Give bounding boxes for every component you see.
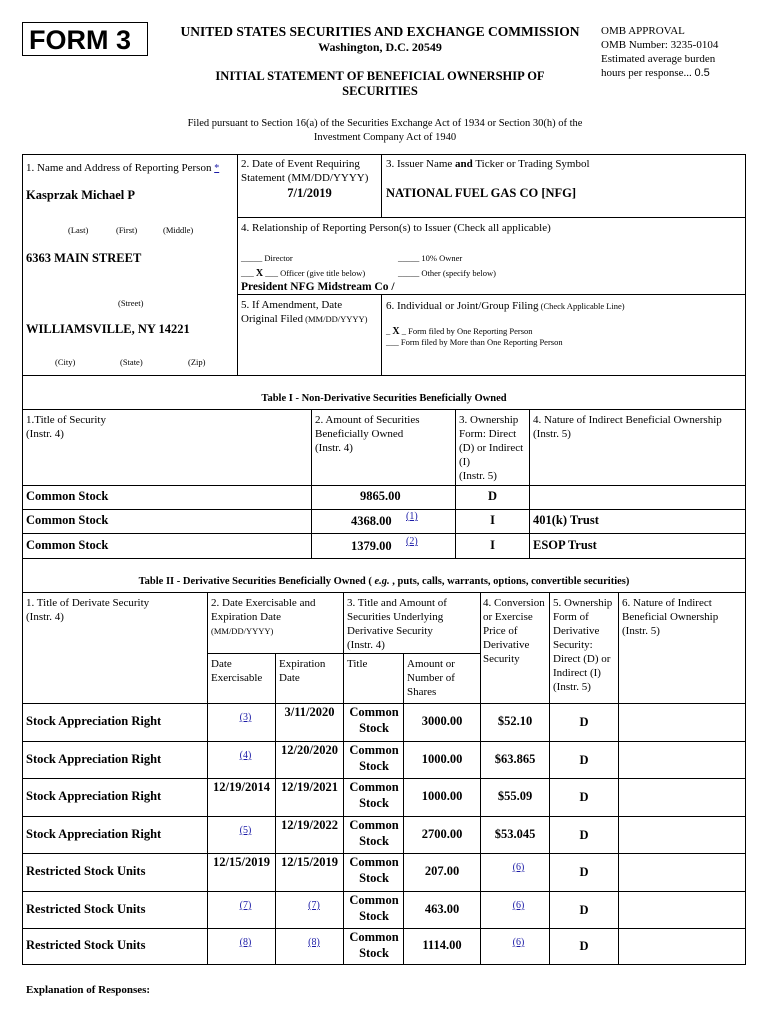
t2-row2-amount: 1000.00 <box>421 751 463 766</box>
table1-title: Table I - Non-Derivative Securities Beneficially Owned <box>261 393 507 404</box>
table2-title <box>22 576 746 587</box>
box2-label-line2: Statement (MM/DD/YYYY) <box>241 172 369 184</box>
t2-sub-amount <box>407 657 455 699</box>
t2-col6-line3: (Instr. 5) <box>622 625 660 637</box>
t2-row4-form: D <box>579 827 589 842</box>
t2-col5-header <box>553 596 612 694</box>
box3-label-pre: 3. Issuer Name <box>386 158 456 170</box>
t1-col2-line2: Beneficially Owned <box>315 428 404 440</box>
t2-sub-date-exercisable <box>211 657 262 685</box>
t2-row3-title: Stock Appreciation Right <box>26 789 162 803</box>
t2-col1-line1: 1. Title of Derivate Security <box>26 597 150 609</box>
t2-row7-underlying-line2: Stock <box>359 946 389 960</box>
t1-col3-line3: (D) or Indirect <box>459 442 524 454</box>
t2-row1-amount: 3000.00 <box>421 714 463 728</box>
box1-label-text: 1. Name and Address of Reporting Person <box>26 162 212 174</box>
t2-row6-exercisable-footnote-link[interactable]: (7) <box>239 900 252 911</box>
t2-row3-form: D <box>579 790 589 804</box>
t2-row7-exercisable-footnote-link[interactable]: (8) <box>239 937 252 948</box>
box3-label <box>386 157 590 171</box>
t1-col1-line2: (Instr. 4) <box>26 428 64 440</box>
agency-location: Washington, D.C. 20549 <box>318 40 442 54</box>
t2-row4-exercisable-footnote-link[interactable]: (5) <box>239 825 252 836</box>
filed-line1: Filed pursuant to Section 16(a) of the Securities Exchange Act of 1934 or Section 30(h) of the <box>187 118 583 129</box>
t1-col3-line4: (I) <box>459 456 470 468</box>
box3-label-and: and <box>455 158 473 170</box>
t2-sub-amount-line3: Shares <box>407 686 437 698</box>
t2-col3-line4: (Instr. 4) <box>347 639 385 651</box>
t2-col5-line4: Security: <box>553 639 593 651</box>
box2-label-line1: 2. Date of Event Requiring <box>241 158 360 170</box>
t2-row2-expiration: 12/20/2020 <box>281 743 338 757</box>
t2-row5-title: Restricted Stock Units <box>26 864 146 878</box>
t2-row6-expiration-footnote-link[interactable]: (7) <box>308 900 320 911</box>
t1-col2-line3: (Instr. 4) <box>315 442 353 454</box>
relationship-officer <box>241 268 365 279</box>
officer-title: President NFG Midstream Co / <box>241 281 395 293</box>
t1-col3-line2: Form: Direct <box>459 428 517 440</box>
opt1-check: X <box>392 326 400 337</box>
t2-row3-underlying-line2: Stock <box>359 796 389 810</box>
label-last: (Last) <box>68 225 89 235</box>
t2-row2-underlying-line1: Common <box>349 743 399 757</box>
opt1-pre: _ <box>386 326 393 336</box>
relationship-other: _____ Other (specify below) <box>398 268 496 278</box>
t2-title-eg: e.g. <box>374 576 390 587</box>
t2-col5-line6: Indirect (I) <box>553 667 601 679</box>
t2-col2-line1: 2. Date Exercisable and <box>211 597 316 609</box>
box4-label: 4. Relationship of Reporting Person(s) to Issuer (Check all applicable) <box>241 222 551 234</box>
t2-row7-expiration-footnote-link[interactable]: (8) <box>308 937 320 948</box>
t2-sub-exp-line2: Date <box>279 672 300 684</box>
t2-col4-line2: or Exercise <box>483 611 533 623</box>
label-state: (State) <box>120 357 143 367</box>
t2-row3-exercisable: 12/19/2014 <box>213 780 270 794</box>
t1-row1-title: Common Stock <box>26 489 109 503</box>
t2-row1-exercisable-footnote-link[interactable]: (3) <box>239 712 252 723</box>
t2-row3-underlying-line1: Common <box>349 780 399 794</box>
t2-row3-amount: 1000.00 <box>421 789 463 803</box>
t2-row1-underlying-line2: Stock <box>359 721 389 735</box>
t1-row3-amount: 1379.00 <box>351 539 392 553</box>
t2-col3-line3: Derivative Security <box>347 625 433 637</box>
t2-row2-title: Stock Appreciation Right <box>26 751 162 766</box>
t2-row5-form: D <box>579 865 589 879</box>
t1-row3-form: I <box>490 538 495 552</box>
t1-row3-title: Common Stock <box>26 538 109 552</box>
t2-col5-line1: 5. Ownership <box>553 597 613 609</box>
t2-row6-title: Restricted Stock Units <box>26 901 146 916</box>
t2-col4-line4: Derivative <box>483 639 530 651</box>
t1-col1-header <box>26 413 106 441</box>
t2-col1-line2: (Instr. 4) <box>26 611 64 623</box>
reporting-person-name: Kasprzak Michael P <box>26 188 136 202</box>
t1-row2-form: I <box>490 513 495 527</box>
t1-col2-line1: 2. Amount of Securities <box>315 414 420 426</box>
t1-col1-line1: 1.Title of Security <box>26 414 106 426</box>
reporting-city-state-zip: WILLIAMSVILLE, NY 14221 <box>26 322 190 336</box>
t2-row5-expiration: 12/15/2019 <box>281 855 338 869</box>
filed-pursuant <box>150 117 620 145</box>
t2-row4-underlying-line1: Common <box>349 818 399 832</box>
t1-row1-amount: 9865.00 <box>360 489 401 503</box>
issuer-name: NATIONAL FUEL GAS CO [NFG] <box>386 186 577 200</box>
t2-row2-exercisable-footnote-link[interactable]: (4) <box>239 750 252 761</box>
box5-label-line2 <box>241 312 368 326</box>
omb-burden-value: 0.5 <box>694 67 710 79</box>
omb-number: OMB Number: 3235-0104 <box>601 39 719 51</box>
relationship-director: _____ Director <box>241 253 293 263</box>
t2-row6-form: D <box>579 902 589 917</box>
t1-row3-nature: ESOP Trust <box>533 538 597 552</box>
t2-col4-header <box>483 596 545 666</box>
t2-row7-underlying-line1: Common <box>349 930 399 944</box>
t2-row5-amount: 207.00 <box>424 864 460 878</box>
officer-pre: ___ <box>241 268 256 278</box>
t2-row4-price: $53.045 <box>494 826 536 841</box>
reporting-street: 6363 MAIN STREET <box>26 251 142 265</box>
t2-col4-line1: 4. Conversion <box>483 597 545 609</box>
t2-sub-expiration <box>279 657 325 685</box>
t2-col3-header <box>347 596 447 652</box>
event-date: 7/1/2019 <box>287 186 332 200</box>
t1-col3-line5: (Instr. 5) <box>459 470 497 482</box>
t1-row3-footnote-link[interactable]: (2) <box>406 536 418 547</box>
t2-row3-price: $55.09 <box>497 789 533 803</box>
t2-row7-form: D <box>579 939 589 953</box>
t2-row1-expiration: 3/11/2020 <box>284 705 335 719</box>
t1-col2-header <box>315 413 420 455</box>
form-title <box>165 69 595 99</box>
t2-col2-header <box>211 596 315 638</box>
opt1-post: _ Form filed by One Reporting Person <box>399 326 533 336</box>
filing-option-multiple: ___ Form filed by More than One Reporting Person <box>386 337 563 347</box>
t2-col3-line1: 3. Title and Amount of <box>347 597 447 609</box>
box6-label-small: (Check Applicable Line) <box>538 301 625 311</box>
t2-row5-underlying-line2: Stock <box>359 871 389 885</box>
t2-sub-amount-line1: Amount or <box>407 658 455 670</box>
t2-row5-price-footnote-link[interactable]: (6) <box>512 862 525 873</box>
t2-row4-title: Stock Appreciation Right <box>26 826 162 841</box>
box5-label-line1: 5. If Amendment, Date <box>241 299 343 311</box>
t2-sub-amount-line2: Number of <box>407 672 455 684</box>
t2-row1-underlying-line1: Common <box>349 705 399 719</box>
t2-col6-header <box>622 596 718 638</box>
agency-name: UNITED STATES SECURITIES AND EXCHANGE COMMISSION <box>180 24 580 39</box>
form-label: FORM 3 <box>22 22 148 56</box>
t1-row2-nature: 401(k) Trust <box>533 513 599 527</box>
box5-label2-small: (MM/DD/YYYY) <box>303 314 368 324</box>
t2-sub-title: Title <box>347 658 368 670</box>
omb-burden-line1: Estimated average burden <box>601 53 716 65</box>
omb-burden-label: hours per response... <box>601 67 692 79</box>
t1-col3-header <box>459 413 523 483</box>
t2-row1-price: $52.10 <box>497 714 533 728</box>
t2-col6-line1: 6. Nature of Indirect <box>622 597 712 609</box>
t2-row7-price-footnote-link[interactable]: (6) <box>512 937 525 948</box>
label-city: (City) <box>55 357 76 367</box>
label-street: (Street) <box>118 298 144 308</box>
officer-post: ___ Officer (give title below) <box>263 268 366 278</box>
t2-row4-amount: 2700.00 <box>421 826 463 841</box>
t2-title-pre: Table II - Derivative Securities Beneficially Owned ( <box>138 576 375 587</box>
form-title-line2: SECURITIES <box>342 84 418 98</box>
t2-row2-underlying-line2: Stock <box>359 759 389 773</box>
t2-col5-line3: Derivative <box>553 625 600 637</box>
omb-burden-line2 <box>601 66 761 80</box>
t1-row2-title: Common Stock <box>26 513 109 527</box>
box5-label <box>241 298 368 326</box>
filed-line2: Investment Company Act of 1940 <box>313 132 457 143</box>
relationship-ten-pct: _____ 10% Owner <box>398 253 463 263</box>
label-middle: (Middle) <box>163 225 194 235</box>
t2-row3-expiration: 12/19/2021 <box>281 780 338 794</box>
t2-row6-price-footnote-link[interactable]: (6) <box>512 900 525 911</box>
t2-col2-line2: Expiration Date <box>211 611 281 623</box>
t2-sub-date-ex-line2: Exercisable <box>211 672 263 684</box>
t1-col4-line1: 4. Nature of Indirect Beneficial Ownership <box>533 414 722 426</box>
t2-sub-date-ex-line1: Date <box>211 658 232 670</box>
box2-label <box>241 157 368 185</box>
officer-check: X <box>255 268 264 279</box>
box6-label <box>386 299 625 313</box>
box1-footnote-link[interactable]: * <box>214 163 220 174</box>
omb-approval <box>601 24 761 80</box>
t2-row2-price: $63.865 <box>494 751 536 766</box>
t2-col5-line7: (Instr. 5) <box>553 681 591 693</box>
t2-col4-line3: Price of <box>483 625 518 637</box>
t2-row7-title: Restricted Stock Units <box>26 938 146 952</box>
t1-col3-line1: 3. Ownership <box>459 414 519 426</box>
t1-col4-header <box>533 413 722 441</box>
omb-approval-heading: OMB APPROVAL <box>601 25 685 37</box>
box6-label-text: 6. Individual or Joint/Group Filing <box>386 300 539 312</box>
t1-col4-line2: (Instr. 5) <box>533 428 571 440</box>
label-zip: (Zip) <box>188 357 206 367</box>
t2-sub-exp-line1: Expiration <box>279 658 326 670</box>
t1-row2-footnote-link[interactable]: (1) <box>406 511 418 522</box>
t2-title-post: , puts, calls, warrants, options, convertible securities) <box>389 576 630 587</box>
t2-col5-line5: Direct (D) or <box>553 653 611 665</box>
t1-row2-amount: 4368.00 <box>351 514 392 528</box>
t2-row5-underlying-line1: Common <box>349 855 399 869</box>
box5-label2-text: Original Filed <box>241 313 304 325</box>
t2-row6-underlying-line1: Common <box>349 893 399 907</box>
t2-col5-line2: Form of <box>553 611 589 623</box>
box1-label <box>26 161 219 176</box>
t2-col2-small: (MM/DD/YYYY) <box>211 626 274 636</box>
t2-col1-header <box>26 596 149 624</box>
explanation-heading: Explanation of Responses: <box>26 984 151 996</box>
box3-label-post: Ticker or Trading Symbol <box>472 158 590 170</box>
t2-col6-line2: Beneficial Ownership <box>622 611 719 623</box>
t2-row4-expiration: 12/19/2022 <box>281 818 338 832</box>
t2-row4-underlying-line2: Stock <box>359 834 389 848</box>
form-title-line1: INITIAL STATEMENT OF BENEFICIAL OWNERSHIP OF <box>215 69 545 83</box>
t2-col4-line5: Security <box>483 653 520 665</box>
t2-col3-line2: Securities Underlying <box>347 611 444 623</box>
t2-row5-exercisable: 12/15/2019 <box>213 855 270 869</box>
filing-option-one <box>386 326 533 337</box>
t2-row1-title: Stock Appreciation Right <box>26 714 162 728</box>
label-first: (First) <box>116 225 138 235</box>
t2-row1-form: D <box>579 715 589 729</box>
t2-row7-amount: 1114.00 <box>422 938 462 952</box>
t2-row6-underlying-line2: Stock <box>359 909 389 923</box>
t2-row6-amount: 463.00 <box>424 901 460 916</box>
t1-row1-form: D <box>487 489 498 503</box>
t2-row2-form: D <box>579 752 589 767</box>
